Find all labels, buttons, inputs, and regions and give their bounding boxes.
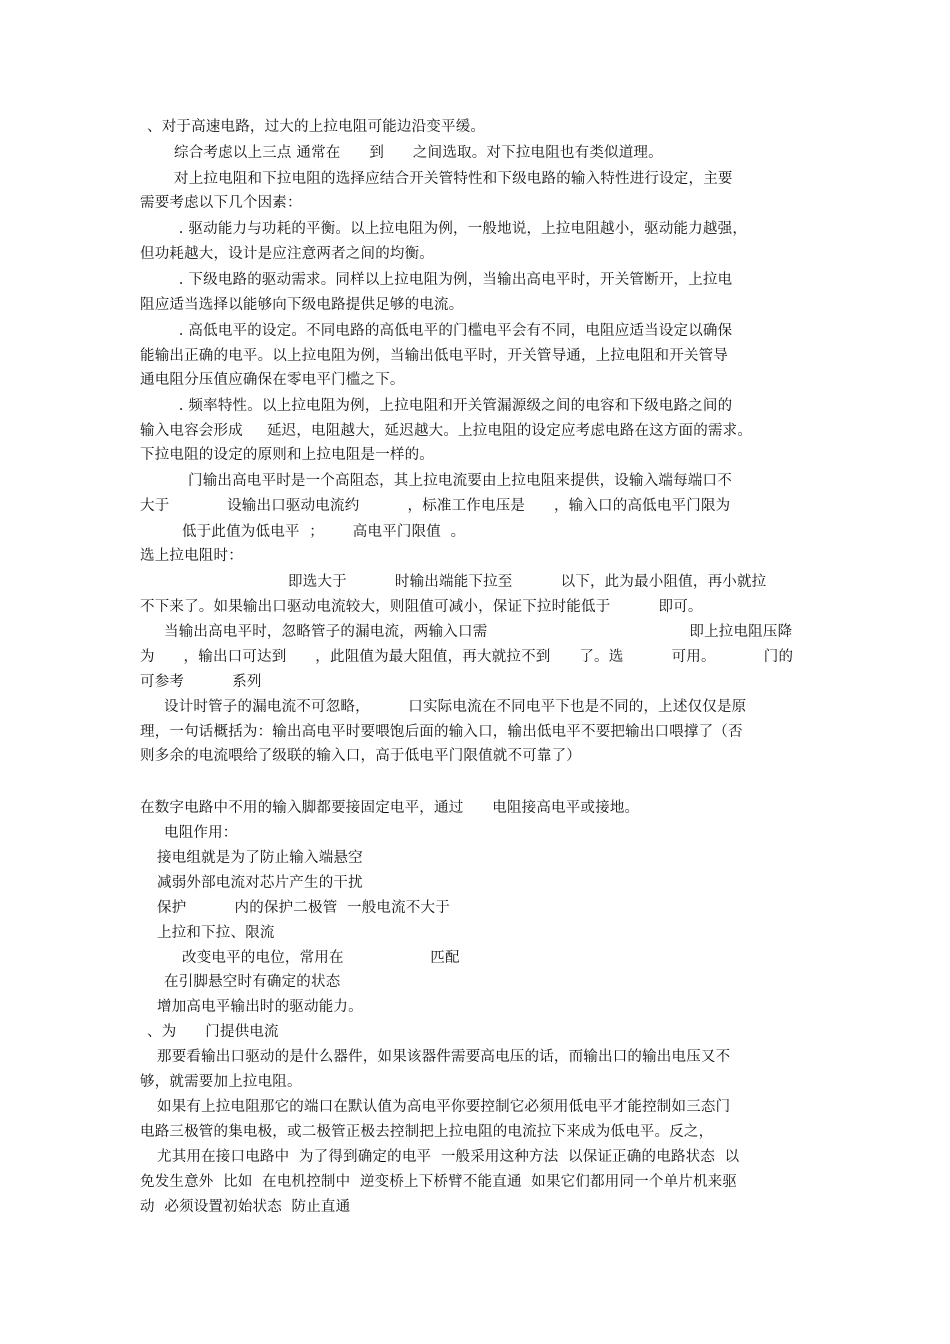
text-line: 电路三极管的集电极，或二极管正极去控制把上拉电阻的电流拉下来成为低电平。反之， (140, 1124, 714, 1140)
text-line: 低于此值为低电平 ； 高电平门限值 。 (182, 524, 466, 540)
text-line: 够，就需要加上拉电阻。 (140, 1074, 302, 1090)
text-line: 尤其用在接口电路中 为了得到确定的电平 一般采用这种方法 以保证正确的电路状态 以 (157, 1149, 740, 1165)
text-line: 需要考虑以下几个因素： (140, 195, 302, 211)
text-line: . 驱动能力与功耗的平衡。以上拉电阻为例，一般地说，上拉电阻越小，驱动能力越强， (174, 221, 748, 237)
text-line: 设计时管子的漏电流不可忽略， 口实际电流在不同电平下也是不同的，上述仅仅是原 (164, 699, 747, 715)
text-line: 那要看输出口驱动的是什么器件，如果该器件需要高电压的话，而输出口的输出电压又不 (157, 1049, 731, 1065)
text-line: 不下来了。如果输出口驱动电流较大，则阻值可减小，保证下拉时能低于 即可。 (140, 599, 703, 615)
text-line: 、对于高速电路，过大的上拉电阻可能边沿变平缓。 (147, 119, 486, 135)
text-line: 电阻作用： (164, 825, 238, 841)
text-line: 当输出高电平时，忽略管子的漏电流，两输入口需 即上拉电阻压降 (164, 624, 793, 640)
text-line: 输入电容会形成 延迟，电阻越大，延迟越大。上拉电阻的设定应考虑电路在这方面的需求。 (140, 423, 753, 439)
text-line: 上拉和下拉、限流 (157, 925, 275, 941)
text-line: 综合考虑以上三点 通常在 到 之间选取。对下拉电阻也有类似道理。 (174, 145, 663, 161)
text-line: 可参考 系列 (140, 674, 262, 690)
text-line: 接电组就是为了防止输入端悬空 (157, 850, 363, 866)
text-line: 在数字电路中不用的输入脚都要接固定电平，通过 电阻接高电平或接地。 (140, 800, 640, 816)
text-line: 为 ，输出口可达到 ，此阻值为最大阻值，再大就拉不到 了。选 可用。 门的 (140, 649, 794, 665)
text-line: 但功耗越大，设计是应注意两者之间的均衡。 (140, 246, 434, 262)
text-line: 对上拉电阻和下拉电阻的选择应结合开关管特性和下级电路的输入特性进行设定，主要 (174, 171, 733, 187)
text-line: 免发生意外 比如 在电机控制中 逆变桥上下桥臂不能直通 如果它们都用同一个单片机来驱 (140, 1174, 738, 1190)
text-line: . 频率特性。以上拉电阻为例，上拉电阻和开关管漏源级之间的电容和下级电路之间的 (174, 398, 733, 414)
text-line: 如果有上拉电阻那它的端口在默认值为高电平你要控制它必须用低电平才能控制如三态门 (157, 1099, 731, 1115)
text-line: 增加高电平输出时的驱动能力。 (157, 999, 363, 1015)
text-line: . 下级电路的驱动需求。同样以上拉电阻为例，当输出高电平时，开关管断开，上拉电 (174, 272, 733, 288)
text-line: 减弱外部电流对芯片产生的干扰 (157, 875, 363, 891)
text-line: 下拉电阻的设定的原则和上拉电阻是一样的。 (140, 447, 434, 463)
text-line: 保护 内的保护二极管 一般电流不大于 (157, 900, 450, 916)
text-line: 改变电平的电位，常用在 匹配 (182, 950, 460, 966)
text-line: 能输出正确的电平。以上拉电阻为例，当输出低电平时，开关管导通，上拉电阻和开关管导 (140, 348, 728, 364)
text-line: 大于 设输出口驱动电流约 ，标准工作电压是 ，输入口的高低电平门限为 (140, 498, 731, 514)
text-line: 即选大于 时输出端能下拉至 以下，此为最小阻值，再小就拉 (288, 574, 767, 590)
text-line: 、为 门提供电流 (147, 1024, 279, 1040)
text-line: . 高低电平的设定。不同电路的高低电平的门槛电平会有不同，电阻应适当设定以确保 (174, 323, 733, 339)
text-line: 选上拉电阻时： (140, 548, 243, 564)
text-line: 理，一句话概括为：输出高电平时要喂饱后面的输入口，输出低电平不要把输出口喂撑了（否 (140, 724, 743, 740)
text-line: 通电阻分压值应确保在零电平门槛之下。 (140, 372, 405, 388)
text-line: 动 必须设置初始状态 防止直通 (140, 1199, 351, 1215)
text-line: 则多余的电流喂给了级联的输入口，高于低电平门限值就不可靠了） (140, 748, 581, 764)
text-line: 门输出高电平时是一个高阻态，其上拉电流要由上拉电阻来提供，设输入端每端口不 (188, 473, 732, 489)
text-line: 在引脚悬空时有确定的状态 (164, 974, 341, 990)
text-line: 阻应适当选择以能够向下级电路提供足够的电流。 (140, 297, 464, 313)
